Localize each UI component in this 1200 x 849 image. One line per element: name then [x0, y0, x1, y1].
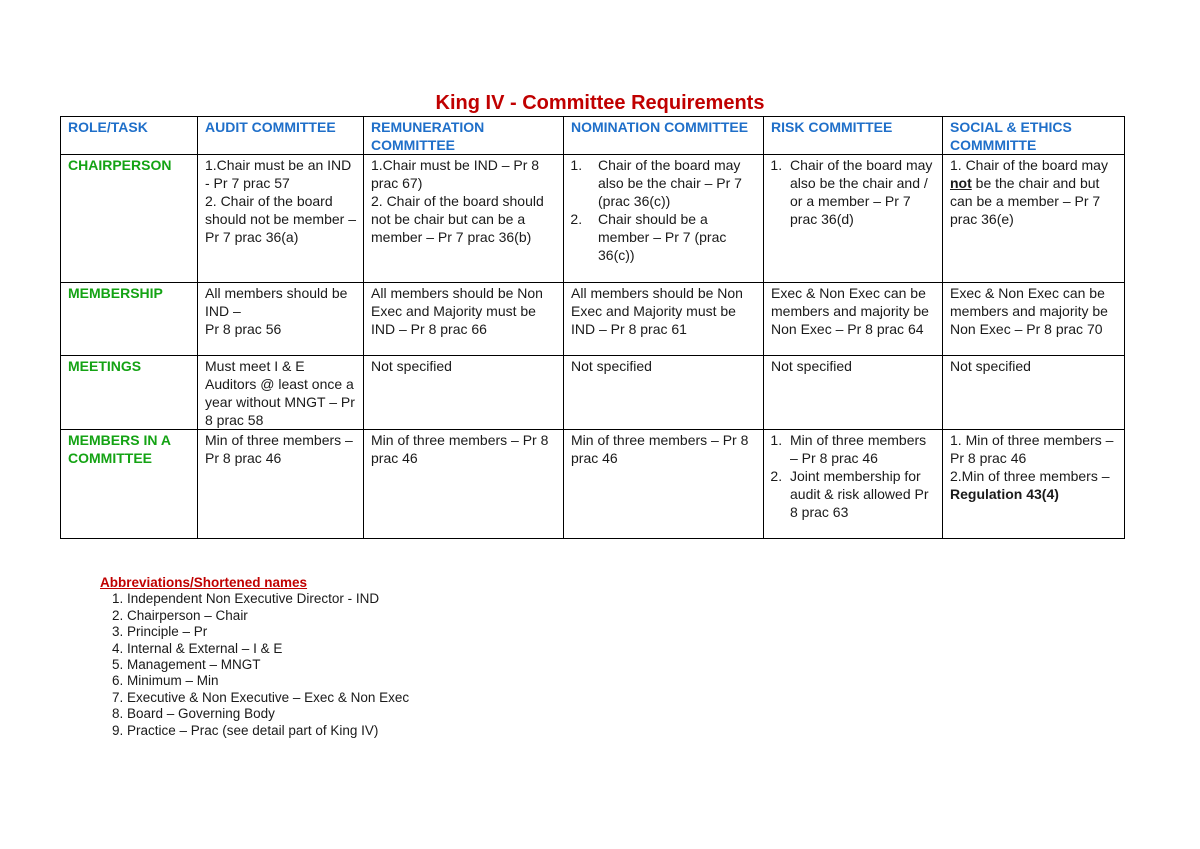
table-row-meetings: [61, 356, 1125, 430]
cell-line: 1. Min of three members – Pr 8 prac 46: [950, 432, 1114, 466]
emphasis-regulation: Regulation 43(4): [950, 486, 1059, 502]
cell-chair-audit: [198, 155, 364, 283]
table-row-chairperson: [61, 155, 1125, 283]
list-item: 9. Practice – Prac (see detail part of King IV): [127, 723, 409, 739]
row-label-membership: MEMBERSHIP: [61, 283, 198, 356]
page-title: King IV - Committee Requirements: [435, 92, 765, 114]
list-item: 3. Principle – Pr: [127, 624, 409, 640]
cell-text: 2.Min of three members –: [950, 468, 1110, 484]
cell-members-audit: [198, 430, 364, 539]
cell-membership-nomination: All members should be Non Exec and Majority must be IND – Pr 8 prac 61: [564, 283, 764, 356]
header-social-ethics-committee: SOCIAL & ETHICS COMMMITTE: [943, 117, 1125, 155]
cell-line: 1.Chair must be an IND - Pr 7 prac 57: [205, 157, 352, 191]
header-nomination-committee: NOMINATION COMMITTEE: [564, 117, 764, 155]
row-label-members-in-committee: MEMBERS IN A COMMITTEE: [61, 430, 198, 539]
committee-requirements-table: [60, 116, 1125, 539]
abbreviations-section: [100, 575, 409, 739]
row-label-meetings: MEETINGS: [61, 356, 198, 430]
header-remuneration-committee: REMUNERATION COMMITTEE: [364, 117, 564, 155]
cell-line: All members should be IND –: [205, 285, 348, 319]
cell-membership-social: Exec & Non Exec can be members and majority be Non Exec – Pr 8 prac 70: [943, 283, 1125, 356]
table-row-members-in-committee: [61, 430, 1125, 539]
list-item: 1. Independent Non Executive Director - IND: [127, 591, 409, 607]
cell-chair-remuneration: [364, 155, 564, 283]
cell-line: Min of three members –: [205, 432, 353, 448]
list-item: 4. Internal & External – I & E: [127, 641, 409, 657]
list-item: 6. Minimum – Min: [127, 673, 409, 689]
cell-members-risk: [764, 430, 943, 539]
header-row: [61, 117, 1125, 155]
cell-members-social: [943, 430, 1125, 539]
cell-chair-risk: [764, 155, 943, 283]
cell-line: 1.Chair must be IND – Pr 8 prac 67): [371, 157, 540, 191]
cell-meetings-nomination: Not specified: [564, 356, 764, 430]
list-item: 1. Chair of the board may also be the chair – Pr 7 (prac 36(c)): [586, 156, 757, 210]
cell-line: 2. Chair of the board should not be chair but can be a member – Pr 7 prac 36(b): [371, 193, 544, 245]
cell-meetings-remuneration: Not specified: [364, 356, 564, 430]
cell-meetings-audit: Must meet I & E Auditors @ least once a year without MNGT – Pr 8 prac 58: [198, 356, 364, 430]
list-item: 1. Min of three members – Pr 8 prac 46: [786, 431, 936, 467]
list-item: 5. Management – MNGT: [127, 657, 409, 673]
header-role-task: ROLE/TASK: [61, 117, 198, 155]
cell-line: Pr 8 prac 56: [205, 321, 282, 337]
cell-members-nomination: Min of three members – Pr 8 prac 46: [564, 430, 764, 539]
cell-meetings-risk: Not specified: [764, 356, 943, 430]
cell-members-remuneration: Min of three members – Pr 8 prac 46: [364, 430, 564, 539]
numbered-list: [566, 156, 757, 264]
numbered-list: [766, 156, 936, 228]
list-item: 2. Joint membership for audit & risk allowed Pr 8 prac 63: [786, 467, 936, 521]
header-risk-committee: RISK COMMITTEE: [764, 117, 943, 155]
numbered-list: [766, 431, 936, 521]
header-audit-committee: AUDIT COMMITTEE: [198, 117, 364, 155]
cell-text: be the chair and but can be a member – Pr 7 prac 36(e): [950, 175, 1101, 227]
row-label-chairperson: CHAIRPERSON: [61, 155, 198, 283]
cell-line: [950, 467, 1118, 503]
cell-membership-remuneration: All members should be Non Exec and Majority must be IND – Pr 8 prac 66: [364, 283, 564, 356]
cell-line: 2. Chair of the board should not be member – Pr 7 prac 36(a): [205, 193, 356, 245]
list-item: 2. Chairperson – Chair: [127, 608, 409, 624]
cell-membership-audit: [198, 283, 364, 356]
table-row-membership: [61, 283, 1125, 356]
list-item: 2. Chair should be a member – Pr 7 (prac 36(c)): [586, 210, 757, 264]
list-item: 1. Chair of the board may also be the chair and / or a member – Pr 7 prac 36(d): [786, 156, 936, 228]
cell-meetings-social: Not specified: [943, 356, 1125, 430]
cell-chair-nomination: [564, 155, 764, 283]
emphasis-not: not: [950, 175, 972, 191]
cell-chair-social: [943, 155, 1125, 283]
list-item: 8. Board – Governing Body: [127, 706, 409, 722]
list-item: 7. Executive & Non Executive – Exec & Non Exec: [127, 690, 409, 706]
cell-membership-risk: Exec & Non Exec can be members and majority be Non Exec – Pr 8 prac 64: [764, 283, 943, 356]
cell-line: Pr 8 prac 46: [205, 450, 282, 466]
cell-text: 1. Chair of the board may: [950, 157, 1108, 173]
abbreviations-list: [100, 591, 409, 739]
abbreviations-title: Abbreviations/Shortened names: [100, 575, 308, 590]
